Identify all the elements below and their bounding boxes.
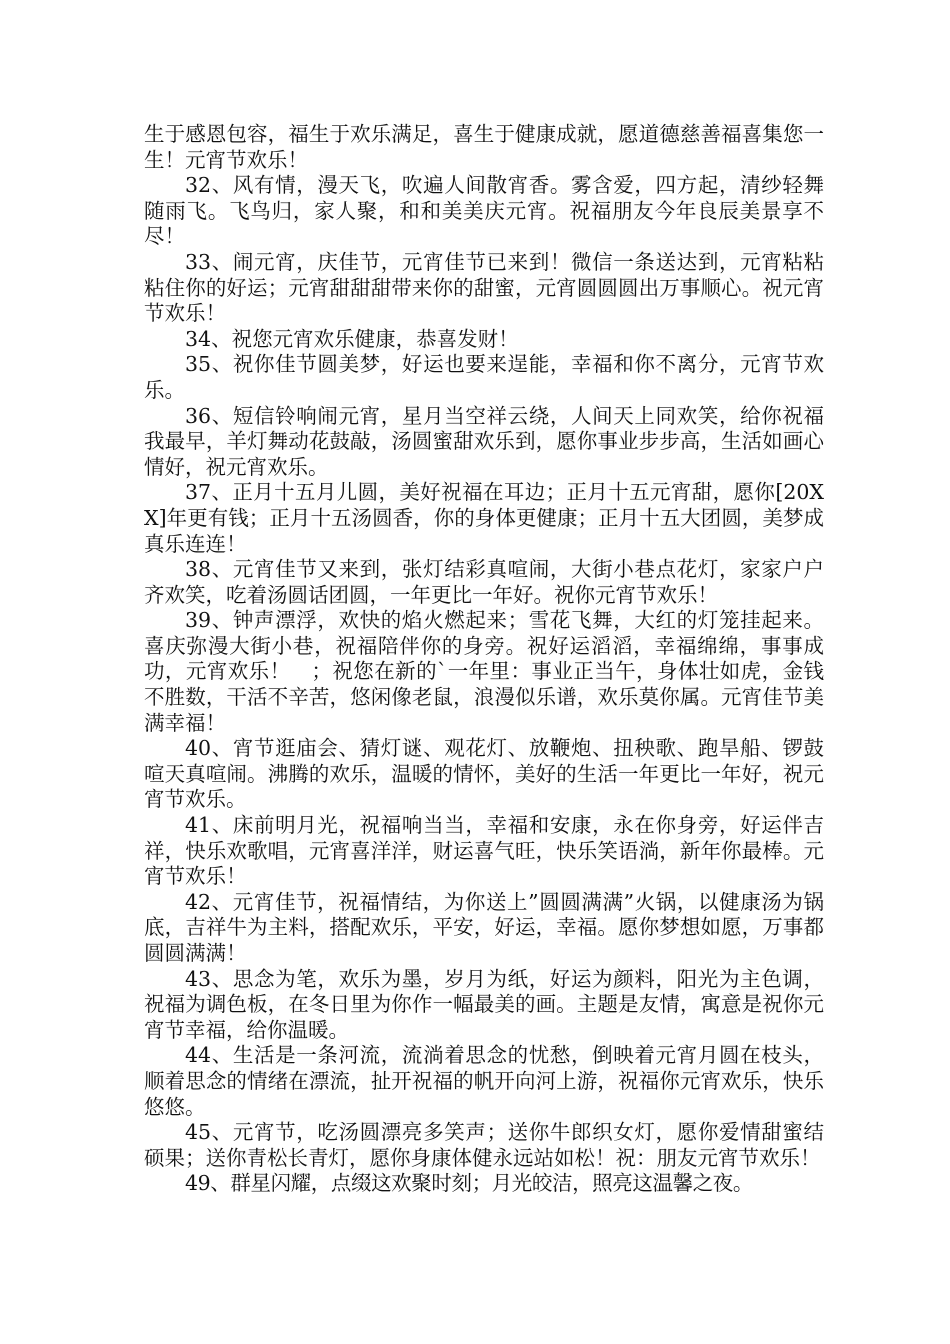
paragraph-37: 37、正月十五月儿圆，美好祝福在耳边；正月十五元宵甜，愿你[20XX]年更有钱；正月十五汤圆香，你的身体更健康；正月十五大团圆，美梦成真乐连连！ — [144, 480, 824, 556]
paragraph-33: 33、闹元宵，庆佳节，元宵佳节已来到！微信一条送达到，元宵粘粘粘住你的好运；元宵甜甜甜带来你的甜蜜，元宵圆圆圆出万事顺心。祝元宵节欢乐！ — [144, 249, 824, 326]
paragraph-38: 38、元宵佳节又来到，张灯结彩真喧闹，大街小巷点花灯，家家户户齐欢笑，吃着汤圆话团圆，一年更比一年好。祝你元宵节欢乐！ — [144, 557, 824, 607]
paragraph-45: 45、元宵节，吃汤圆漂亮多笑声；送你牛郎织女灯，愿你爱情甜蜜结硕果；送你青松长青灯，愿你身康体健永远站如松！祝：朋友元宵节欢乐！ — [144, 1120, 824, 1170]
paragraph-39: 39、钟声漂浮，欢快的焰火燃起来；雪花飞舞，大红的灯笼挂起来。喜庆弥漫大街小巷，祝福陪伴你的身旁。祝好运滔滔，幸福绵绵，事事成功，元宵欢乐！ ；祝您在新的`一年里：事业正当午，身体壮如虎，金钱不胜数，干活不辛苦，悠闲像老鼠，浪漫似乐谱，欢乐莫你属。元宵佳节美满幸福！ — [144, 608, 824, 735]
paragraph-32: 32、风有情，漫天飞，吹遍人间散宵香。雾含爱，四方起，清纱轻舞随雨飞。飞鸟归，家人聚，和和美美庆元宵。祝福朋友今年良辰美景享不尽！ — [144, 173, 824, 249]
paragraph-35: 35、祝你佳节圆美梦，好运也要来逞能，幸福和你不离分，元宵节欢乐。 — [144, 352, 824, 402]
paragraph-44: 44、生活是一条河流，流淌着思念的忧愁，倒映着元宵月圆在枝头，顺着思念的情绪在漂流，扯开祝福的帆开向河上游，祝福你元宵欢乐，快乐悠悠。 — [144, 1043, 824, 1119]
document-body — [144, 122, 824, 1197]
paragraph-43: 43、思念为笔，欢乐为墨，岁月为纸，好运为颜料，阳光为主色调，祝福为调色板，在冬日里为你作一幅最美的画。主题是友情，寓意是祝你元宵节幸福，给你温暖。 — [144, 966, 824, 1042]
paragraph-49: 49、群星闪耀，点缀这欢聚时刻；月光皎洁，照亮这温馨之夜。 — [185, 1171, 753, 1196]
paragraph-36: 36、短信铃响闹元宵，星月当空祥云绕，人间天上同欢笑，给你祝福我最早，羊灯舞动花鼓敲，汤圆蜜甜欢乐到，愿你事业步步高，生活如画心情好，祝元宵欢乐。 — [144, 403, 824, 479]
paragraph-42: 42、元宵佳节，祝福情结，为你送上”圆圆满满”火锅，以健康汤为锅底，吉祥牛为主料，搭配欢乐，平安，好运，幸福。愿你梦想如愿，万事都圆圆满满！ — [144, 889, 824, 965]
paragraph-41: 41、床前明月光，祝福响当当，幸福和安康，永在你身旁，好运伴吉祥，快乐欢歌唱，元宵喜洋洋，财运喜气旺，快乐笑语淌，新年你最棒。元宵节欢乐！ — [144, 813, 824, 889]
paragraph-continued: 生于感恩包容，福生于欢乐满足，喜生于健康成就，愿道德慈善福喜集您一生！元宵节欢乐！ — [144, 122, 824, 172]
paragraph-34: 34、祝您元宵欢乐健康，恭喜发财！ — [185, 326, 519, 351]
paragraph-40: 40、宵节逛庙会、猜灯谜、观花灯、放鞭炮、扭秧歌、跑旱船、锣鼓喧天真喧闹。沸腾的欢乐，温暖的情怀，美好的生活一年更比一年好，祝元宵节欢乐。 — [144, 736, 824, 812]
